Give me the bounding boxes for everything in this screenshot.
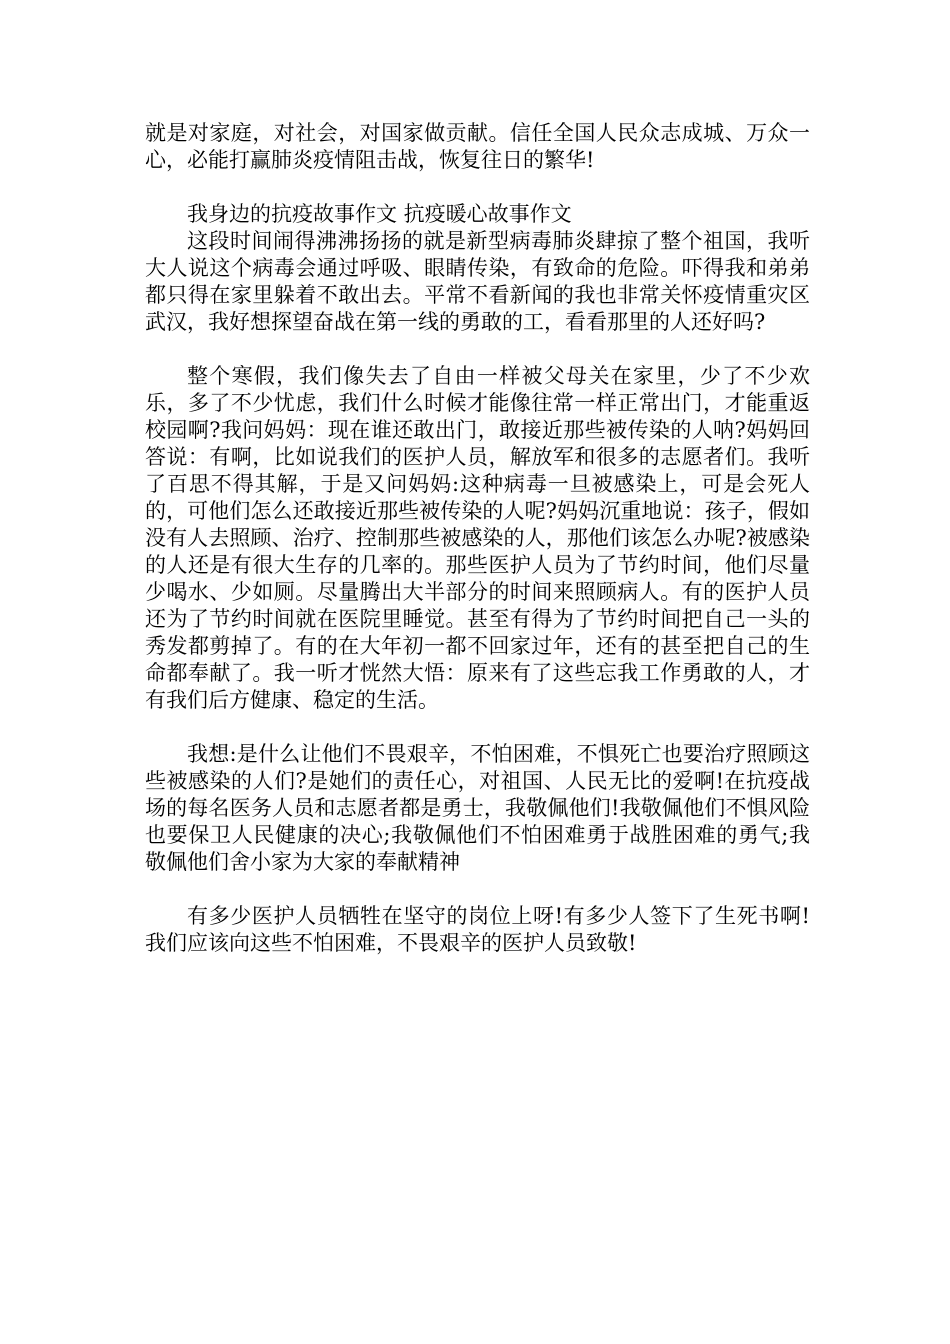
essay-title: 我身边的抗疫故事作文 抗疫暖心故事作文 xyxy=(187,202,572,226)
intro-continuation-paragraph: 就是对家庭，对社会，对国家做贡献。信任全国人民众志成城、万众一心，必能打赢肺炎疫情阻击战，恢复往日的繁华! xyxy=(145,121,810,172)
body-paragraph-3: 我想:是什么让他们不畏艰辛，不怕困难，不惧死亡也要治疗照顾这些被感染的人们?是她们的责任心，对祖国、人民无比的爱啊!在抗疫战场的每名医务人员和志愿者都是勇士，我敬佩他们!我敬佩他们不惧风险也要保卫人民健康的决心;我敬佩他们不怕困难勇于战胜困难的勇气;我敬佩他们舍小家为大家的奉献精神 xyxy=(145,742,810,874)
document-body xyxy=(145,120,810,957)
body-paragraph-4: 有多少医护人员牺牲在坚守的岗位上呀!有多少人签下了生死书啊!我们应该向这些不怕困难，不畏艰辛的医护人员致敬! xyxy=(145,904,810,955)
paragraph-spacer xyxy=(145,174,810,201)
paragraph-spacer xyxy=(145,876,810,903)
paragraph-spacer xyxy=(145,714,810,741)
paragraph-spacer xyxy=(145,336,810,363)
body-paragraph-2: 整个寒假，我们像失去了自由一样被父母关在家里，少了不少欢乐，多了不少忧虑，我们什么时候才能像往常一样正常出门，才能重返校园啊?我问妈妈：现在谁还敢出门，敢接近那些被传染的人呐?妈妈回答说：有啊，比如说我们的医护人员，解放军和很多的志愿者们。我听了百思不得其解，于是又问妈妈:这种病毒一旦被感染上，可是会死人的，可他们怎么还敢接近那些被传染的人呢?妈妈沉重地说：孩子，假如没有人去照顾、治疗、控制那些被感染的人，那他们该怎么办呢?被感染的人还是有很大生存的几率的。那些医护人员为了节约时间，他们尽量少喝水、少如厕。尽量腾出大半部分的时间来照顾病人。有的医护人员还为了节约时间就在医院里睡觉。甚至有得为了节约时间把自己一头的秀发都剪掉了。有的在大年初一都不回家过年，还有的甚至把自己的生命都奉献了。我一听才恍然大悟：原来有了这些忘我工作勇敢的人，才有我们后方健康、稳定的生活。 xyxy=(145,364,810,712)
body-paragraph-1: 这段时间闹得沸沸扬扬的就是新型病毒肺炎肆掠了整个祖国，我听大人说这个病毒会通过呼吸、眼睛传染，有致命的危险。吓得我和弟弟都只得在家里躲着不敢出去。平常不看新闻的我也非常关怀疫情重灾区武汉，我好想探望奋战在第一线的勇敢的工，看看那里的人还好吗? xyxy=(145,229,810,334)
